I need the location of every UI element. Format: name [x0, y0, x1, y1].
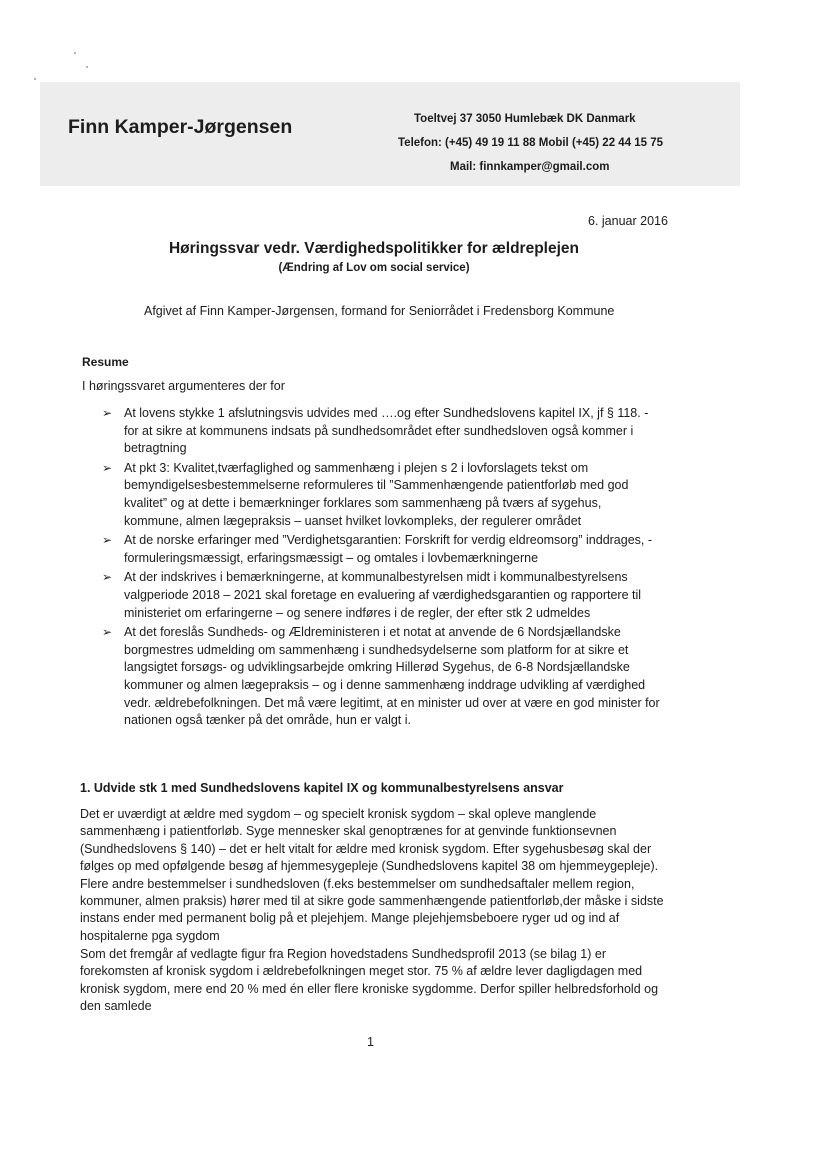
scan-speck	[86, 66, 88, 68]
arrow-bullet-icon: ➢	[102, 406, 113, 420]
bullet-text: At de norske erfaringer med ”Verdighetsgarantien: Forskrift for verdig eldreomsorg” inddrages, - formuleringsmæssigt, erfaringsmæssigt – og omtales i lovbemærkningerne	[124, 533, 653, 565]
arrow-bullet-icon: ➢	[102, 460, 113, 475]
resume-heading: Resume	[82, 355, 129, 369]
resume-bullet-list	[102, 405, 662, 732]
scan-speck	[74, 52, 76, 54]
author-address: Toeltvej 37 3050 Humlebæk DK Danmark	[414, 113, 636, 125]
arrow-bullet-icon: ➢	[102, 570, 113, 585]
bullet-text: At pkt 3: Kvalitet,tværfaglighed og sammenhæng i plejen s 2 i lovforslagets tekst om bemyndigelsesbestemmelserne reformuleres til ”Sammenhængende patientforløb med god kvalitet” og at dette i bemærkninger forklares som sammenhæng på tværs af sygehus, kommune, almen lægepraksis – uanset hvilket lovkompleks, der regulerer området	[124, 460, 629, 528]
section-1-paragraph-1: Det er uværdigt at ældre med sygdom – og specielt kronisk sygdom – skal opleve manglende sammenhæng i patientforløb. Syge mennesker skal genoptrænes for at genvinde funktionsevnen (Sundhedslovens § 140) – det er helt vitalt for ældre med kronisk sygdom. Efter sygehusbesøg skal der følges op med opfølgende besøg af hjemmesygepleje (Sundhedslovens kapitel 38 om hjemmeygepleje). Flere andre bestemmelser i sundhedsloven (f.eks bestemmelser om sundhedsaftaler mellem region, kommuner, almen praksis) hører med til at sikre gode sammenhængende patientforløb,der måske i sidste instans ender med permanent bolig på et plejehjem. Mange plejehjemsbeboere ryger ud og ind af hospitalerne pga sygdom	[80, 807, 664, 943]
list-item	[102, 624, 662, 730]
letter-date: 6. januar 2016	[588, 214, 668, 228]
list-item	[102, 460, 662, 530]
list-item	[102, 532, 662, 567]
author-mail: Mail: finnkamper@gmail.com	[450, 161, 610, 173]
resume-intro: I høringssvaret argumenteres der for	[82, 379, 285, 393]
list-item	[102, 569, 662, 622]
bullet-text: At det foreslås Sundheds- og Ældreministeren i et notat at anvende de 6 Nordsjællandske borgmestres udmelding om sammenhæng i sundhedsydelserne som platform for at sikre et langsigtet forsøgs- og udviklingsarbejde omkring Hillerød Sygehus, de 6-8 Nordsjællandske kommuner og almen lægepraksis – og i denne sammenhæng inddrage udvikling af værdighed vedr. ældrebefolkningen. Det må være legitimt, at en minister ud over at være en god minister for nationen også tænker på det område, hun er valgt i.	[124, 625, 660, 728]
arrow-bullet-icon: ➢	[102, 533, 113, 548]
arrow-bullet-icon: ➢	[102, 625, 113, 640]
author-phone: Telefon: (+45) 49 19 11 88 Mobil (+45) 22 44 15 75	[398, 137, 664, 149]
bullet-text: At lovens stykke 1 afslutningsvis udvides med ….og efter Sundhedslovens kapitel IX, jf § 118. - for at sikre at kommunens indsats på sundhedsområdet efter sundhedsloven også kommer i betragtning	[124, 406, 649, 456]
document-title: Høringssvar vedr. Værdighedspolitikker for ældreplejen	[168, 240, 579, 257]
scan-speck	[34, 78, 36, 80]
section-1-heading: 1. Udvide stk 1 med Sundhedslovens kapitel IX og kommunalbestyrelsens ansvar	[80, 781, 564, 795]
list-item	[102, 405, 662, 458]
given-by-line: Afgivet af Finn Kamper-Jørgensen, formand for Seniorrådet i Fredensborg Kommune	[144, 304, 615, 318]
bullet-text: At der indskrives i bemærkningerne, at kommunalbestyrelsen midt i kommunalbestyrelsens valgperiode 2018 – 2021 skal foretage en evaluering af værdighedsgarantien og rapportere til ministeriet om erfaringerne – og senere indføres i de regler, der efter stk 2 udmeldes	[124, 570, 642, 620]
section-1-paragraph-2: Som det fremgår af vedlagte figur fra Region hovedstadens Sundhedsprofil 2013 (se bilag 1) er forekomsten af kronisk sygdom i ældrebefolkningen meget stor. 75 % af ældre lever dagligdagen med kronisk sygdom, mere end 20 % med én eller flere kroniske sygdomme. Derfor spiller helbredsforhold og den samlede	[80, 947, 659, 1014]
author-name: Finn Kamper-Jørgensen	[68, 116, 293, 138]
document-subtitle: (Ændring af Lov om social service)	[278, 262, 470, 274]
page-number: 1	[367, 1035, 374, 1049]
